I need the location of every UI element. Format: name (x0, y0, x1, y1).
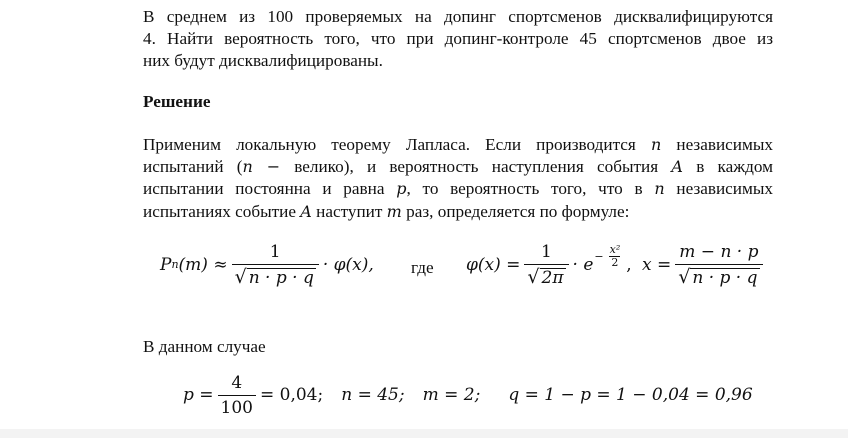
sqrt-symbol: √ (678, 266, 691, 288)
theory-line-4 (143, 201, 773, 223)
x-denominator (675, 264, 762, 287)
values-row (183, 372, 753, 418)
x-fraction (675, 242, 762, 287)
formula-lhs-arg: (m) ≈ (178, 254, 228, 275)
theory-text: Применим локальную теорему Лапласа. Если производится (143, 135, 636, 154)
theory-text: , то вероятность того, что в (406, 179, 643, 199)
q-equation: q = 1 − p = 1 − 0,04 = 0,96 (508, 385, 753, 405)
x-sqrt-content: n · p · q (692, 268, 758, 288)
phi-end: , (626, 254, 632, 275)
x-formula (642, 242, 767, 287)
theory-text: раз, определяется по формуле: (406, 201, 630, 221)
p-numerator: 4 (231, 372, 243, 393)
problem-line-2: 4. Найти вероятность того, что при допинг-контроле 45 спортсменов двое из (143, 29, 773, 49)
where-word: где (411, 258, 434, 277)
math-var: A (300, 201, 312, 221)
exp-sign: − (594, 250, 604, 263)
formula-lhs: P (160, 254, 172, 275)
theory-text: наступит (316, 201, 383, 221)
p-value: = 0,04; (259, 385, 324, 405)
theory-text: в каждом (696, 157, 774, 177)
x-numerator: m − n · p (679, 242, 759, 262)
phi-formula (466, 242, 632, 287)
phi-sqrt-content: 2π (541, 268, 564, 288)
math-var: n (242, 157, 253, 177)
formula-fraction (232, 242, 319, 287)
math-var: p (396, 179, 407, 199)
solution-heading: Решение (143, 92, 211, 111)
theory-line-3 (143, 178, 773, 200)
m-equation: m = 2; (422, 385, 481, 405)
case-text: В данном случае (143, 337, 266, 356)
phi-fraction (524, 242, 568, 287)
formula-lhs-sub: n (171, 258, 179, 271)
formula-denominator (232, 264, 319, 287)
problem-line-1: В среднем из 100 проверяемых на допинг спортсменов дисквалифицируются (143, 7, 773, 26)
math-var: m (386, 201, 402, 221)
theory-text: независимых (676, 135, 773, 154)
math-var: n (654, 179, 665, 199)
theory-text: испытаний ( (143, 157, 243, 177)
theory-text: независимых (676, 179, 774, 199)
formula-tail: · φ(x), (322, 254, 374, 275)
theory-text: испытаниях событие (143, 201, 296, 221)
problem-line-3: них будут дисквалифицированы. (143, 51, 383, 71)
p-lhs: p = (183, 385, 214, 405)
formula-numerator: 1 (269, 242, 281, 262)
sqrt-symbol: √ (527, 266, 540, 288)
laplace-formula-row (0, 238, 848, 300)
n-equation: n = 45; (341, 385, 405, 405)
problem-statement (143, 6, 773, 73)
theory-paragraph (143, 134, 773, 223)
phi-lhs: φ(x) = (466, 254, 521, 275)
x-lhs: x = (642, 254, 672, 275)
phi-exponent (594, 244, 626, 269)
sqrt-symbol: √ (234, 266, 247, 288)
p-fraction (218, 373, 256, 418)
phi-mid: · e (572, 254, 594, 275)
phi-numerator: 1 (541, 242, 552, 262)
page-bottom-strip (0, 429, 848, 438)
p-denominator: 100 (218, 395, 256, 418)
math-op: − (252, 157, 295, 177)
exp-numerator: x² (609, 243, 621, 256)
phi-denominator (524, 264, 568, 287)
theory-text: испытании постоянна и равна (143, 179, 385, 199)
laplace-formula (160, 242, 374, 287)
math-var: A (671, 157, 683, 177)
math-var: n (650, 135, 662, 154)
exp-denominator: 2 (611, 256, 619, 269)
theory-line-1 (143, 134, 773, 156)
theory-text: велико), и вероятность наступления события (294, 157, 659, 177)
sqrt-content: n · p · q (248, 268, 314, 288)
exp-fraction (608, 244, 623, 269)
theory-line-2 (143, 156, 773, 178)
